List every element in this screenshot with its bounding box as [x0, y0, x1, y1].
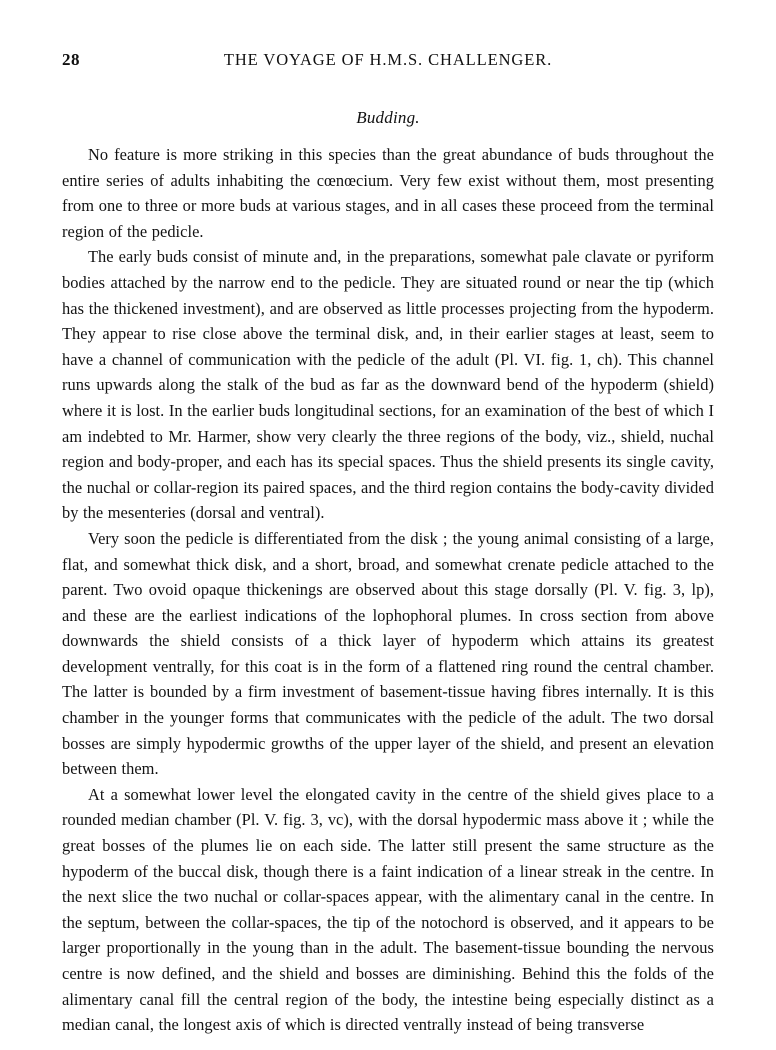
paragraph: At a somewhat lower level the elongated cavity in the centre of the shield gives place to a rounded median chamber (Pl. V. fig. 3, vc), with the dorsal hypodermic mass above it ; while the great bosses of the plumes lie on each side. The latter still present the same structure as the hypoderm of the buccal disk, though there is a faint indication of a linear streak in the centre. In the next slice the two nuchal or collar-spaces appear, with the alimentary canal in the centre. In the septum, between the collar-spaces, the tip of the notochord is observed, and it appears to be larger proportionally in the young than in the adult. The basement-tissue bounding the nervous centre is now defined, and the shield and bosses are diminishing. Behind this the folds of the alimentary canal fill the central region of the body, the intestine being especially distinct as a median canal, the longest axis of which is directed ventrally instead of being transverse	[62, 784, 714, 1035]
section-heading: Budding.	[356, 108, 420, 127]
page-number: 28	[62, 50, 80, 69]
paragraph: No feature is more striking in this species than the great abundance of buds throughout the entire series of adults inhabiting the cœnœcium. Very few exist without them, most presenting from one to three or more buds at various stages, and in all cases these proceed from the terminal region of the pedicle.	[62, 145, 714, 241]
running-head: THE VOYAGE OF H.M.S. CHALLENGER.	[223, 50, 553, 69]
paragraph: The early buds consist of minute and, in the preparations, somewhat pale clavate or pyriform bodies attached by the narrow end to the pedicle. They are situated round or near the tip (which has the thickened investment), and are observed as little processes projecting from the hypoderm. They appear to rise close above the terminal disk, and, in their earlier stages at least, seem to have a channel of communication with the pedicle of the adult (Pl. VI. fig. 1, ch). This channel runs upwards along the stalk of the bud as far as the downward bend of the hypoderm (shield) where it is lost. In the earlier buds longitudinal sections, for an examination of the best of which I am indebted to Mr. Harmer, show very clearly the three regions of the body, viz., shield, nuchal region and body-proper, and each has its special spaces. Thus the shield presents its single cavity, the nuchal or collar-region its paired spaces, and the third region contains the body-cavity divided by the mesenteries (dorsal and ventral).	[62, 247, 714, 523]
page-header	[62, 44, 714, 78]
body-text	[62, 142, 714, 1038]
paragraph: Very soon the pedicle is differentiated from the disk ; the young animal consisting of a large, flat, and somewhat thick disk, and a short, broad, and somewhat crenate pedicle attached to the parent. Two ovoid opaque thickenings are observed about this stage dorsally (Pl. V. fig. 3, lp), and these are the earliest indications of the lophophoral plumes. In cross section from above downwards the shield consists of a thick layer of hypoderm which attains its greatest development ventrally, for this coat is in the form of a flattened ring round the central chamber. The latter is bounded by a firm investment of basement-tissue having fibres internally. It is this chamber in the younger forms that communicates with the pedicle of the adult. The two dorsal bosses are simply hypodermic growths of the upper layer of the shield, and present an elevation between them.	[62, 528, 714, 779]
